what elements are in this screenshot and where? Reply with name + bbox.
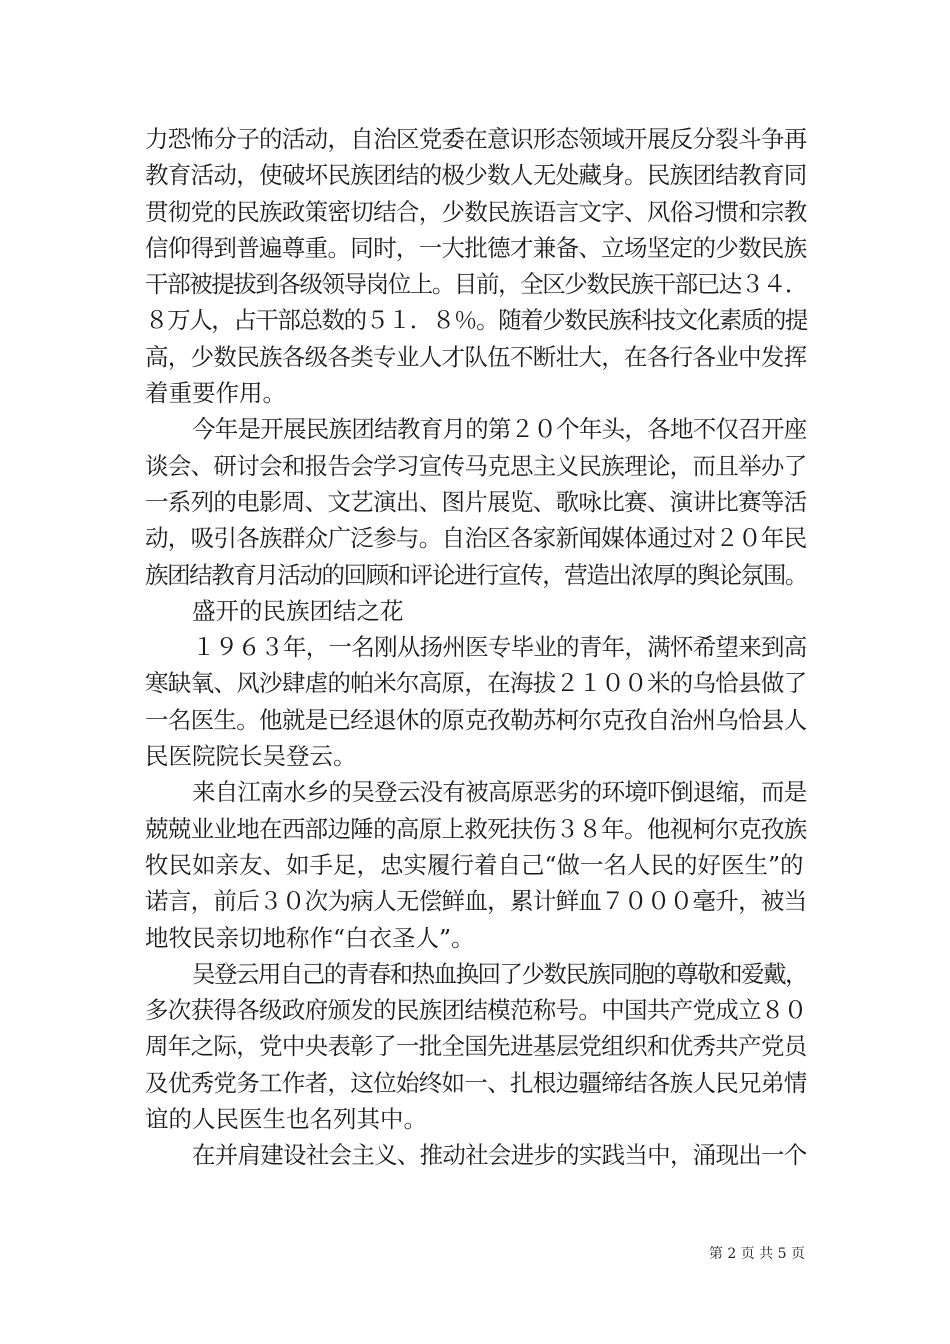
text-line: 吴登云用自己的青春和热血换回了少数民族同胞的尊敬和爱戴，	[192, 959, 807, 988]
text-line: 动，吸引各族群众广泛参与。自治区各家新闻媒体通过对２０年民	[145, 524, 807, 553]
text-line: 着重要作用。	[145, 379, 286, 408]
text-line: 及优秀党务工作者，这位始终如一、扎根边疆缔结各族人民兄弟情	[145, 1068, 807, 1097]
text-line: 今年是开展民族团结教育月的第２０个年头，各地不仅召开座	[192, 415, 807, 444]
text-line: 一系列的电影周、文艺演出、图片展览、歌咏比赛、演讲比赛等活	[145, 487, 807, 516]
text-line: １９６３年，一名刚从扬州医专毕业的青年，满怀希望来到高	[192, 633, 807, 662]
text-line: 信仰得到普遍尊重。同时，一大批德才兼备、立场坚定的少数民族	[145, 233, 807, 262]
text-line: 力恐怖分子的活动，自治区党委在意识形态领域开展反分裂斗争再	[145, 125, 807, 153]
text-line: 盛开的民族团结之花	[192, 596, 404, 625]
text-line: 一名医生。他就是已经退休的原克孜勒苏柯尔克孜自治州乌恰县人	[145, 705, 807, 734]
text-line: 谊的人民医生也名列其中。	[145, 1105, 427, 1134]
text-line: 谈会、研讨会和报告会学习宣传马克思主义民族理论，而且举办了	[145, 451, 807, 480]
text-line: 寒缺氧、风沙肆虐的帕米尔高原，在海拔２１００米的乌恰县做了	[145, 669, 807, 698]
text-line: 多次获得各级政府颁发的民族团结模范称号。中国共产党成立８０	[145, 996, 807, 1025]
text-line: 牧民如亲友、如手足，忠实履行着自己“做一名人民的好医生”的	[145, 850, 804, 879]
text-line: 高，少数民族各级各类专业人才队伍不断壮大，在各行各业中发挥	[145, 342, 807, 371]
text-line: 地牧民亲切地称作“白衣圣人”。	[145, 923, 475, 952]
text-line: 周年之际，党中央表彰了一批全国先进基层党组织和优秀共产党员	[145, 1032, 807, 1061]
text-line: 兢兢业业地在西部边陲的高原上救死扶伤３８年。他视柯尔克孜族	[145, 814, 807, 843]
text-line: 来自江南水乡的吴登云没有被高原恶劣的环境吓倒退缩，而是	[192, 778, 807, 807]
text-line: 诺言，前后３０次为病人无偿鲜血，累计鲜血７０００毫升，被当	[145, 887, 807, 916]
document-body	[145, 121, 807, 1174]
text-line: ８万人，占干部总数的５１．８％。随着少数民族科技文化素质的提	[145, 306, 807, 335]
text-line: 族团结教育月活动的回顾和评论进行宣传，营造出浓厚的舆论氛围。	[145, 560, 807, 589]
page-number-footer: 第 2 页 共 5 页	[708, 1246, 805, 1262]
text-line: 贯彻党的民族政策密切结合，少数民族语言文字、风俗习惯和宗教	[145, 197, 807, 226]
text-line: 在并肩建设社会主义、推动社会进步的实践当中，涌现出一个	[192, 1141, 807, 1170]
text-line: 教育活动，使破坏民族团结的极少数人无处藏身。民族团结教育同	[145, 161, 807, 190]
text-line: 民医院院长吴登云。	[145, 742, 357, 771]
text-line: 干部被提拔到各级领导岗位上。目前，全区少数民族干部已达３４．	[145, 270, 807, 299]
